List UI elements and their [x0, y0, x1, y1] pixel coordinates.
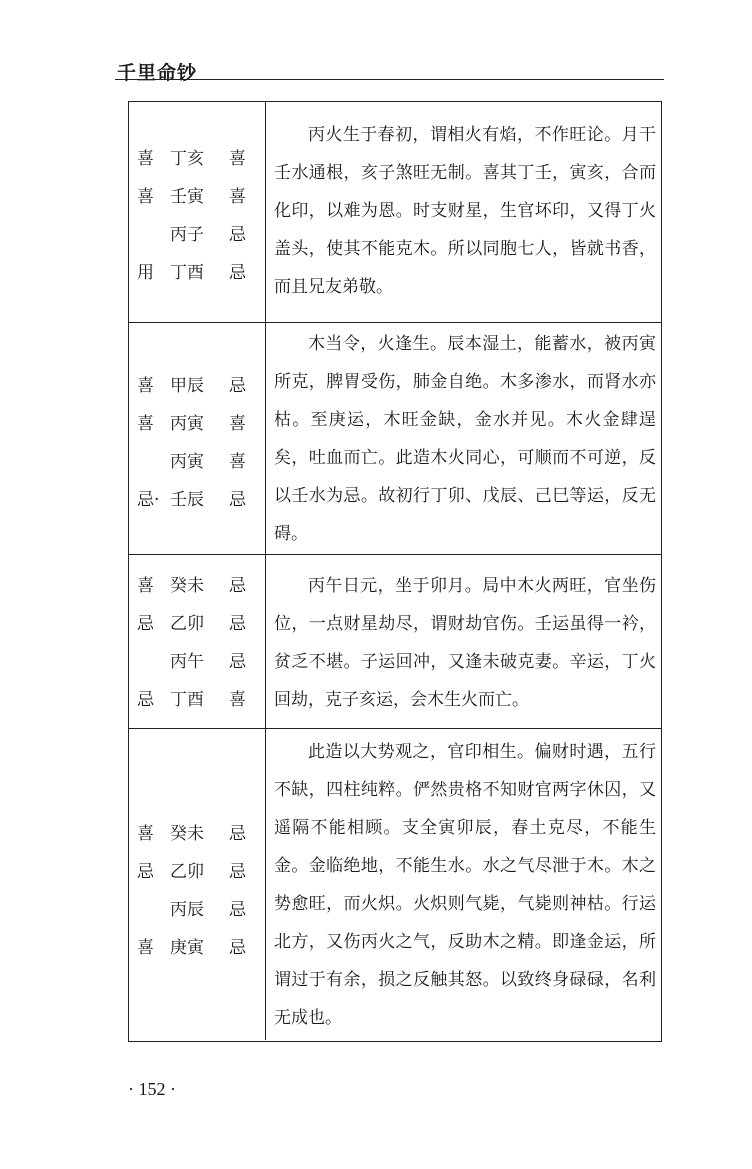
pillar-stem-branch: 庚寅: [170, 938, 204, 958]
pillar-row: [129, 681, 266, 719]
pillar-mark-right: 忌: [229, 490, 246, 510]
pillar-mark-left: 喜: [137, 824, 154, 844]
pillar-row: [129, 929, 266, 967]
pillars-column: [129, 102, 266, 322]
pillar-mark-right: 喜: [229, 414, 246, 434]
commentary-text: 此造以大势观之，官印相生。偏财时遇，五行不缺，四柱纯粹。俨然贵格不知财官两字休囚，又遥隔不能相顾。支全寅卯辰，春土克尽，不能生金。金临绝地，不能生水。水之气尽泄于木。木之势愈旺，而火炽。火炽则气毙，气毙则神枯。行运北方，又伤丙火之气，反助木之精。即逢金运，所谓过于有余，损之反触其怒。以致终身碌碌，名利无成也。: [274, 742, 656, 1028]
pillar-stem-branch: 丁酉: [170, 263, 204, 283]
pillar-mark-right: 忌: [229, 263, 246, 283]
pillar-stem-branch: 丙寅: [170, 414, 204, 434]
pillar-stem-branch: 丙寅: [170, 452, 204, 472]
pillar-mark-right: 喜: [229, 690, 246, 710]
pillar-mark-left: 喜: [137, 149, 154, 169]
pillar-mark-right: 忌: [229, 862, 246, 882]
pillar-mark-left: 忌: [137, 862, 154, 882]
pillar-mark-left: 喜: [137, 576, 154, 596]
pillars-column: [129, 555, 266, 728]
pillar-row: [129, 481, 266, 519]
chart-entry-3: [129, 554, 661, 728]
running-header-title: 千里命钞: [117, 62, 198, 84]
pillar-row: [129, 443, 266, 481]
pillar-mark-left: 忌: [137, 614, 154, 634]
pillar-stem-branch: 丁亥: [170, 149, 204, 169]
chart-table: [128, 101, 662, 1042]
pillar-row: [129, 853, 266, 891]
pillars-column: [129, 323, 266, 554]
commentary-text: 丙火生于春初，谓相火有焰，不作旺论。月干壬水通根，亥子煞旺无制。喜其丁壬，寅亥，合而化印，以难为恩。时支财星，生官坏印，又得丁火盖头，使其不能克木。所以同胞七人，皆就书香，而且兄友弟敬。: [274, 125, 656, 297]
pillar-stem-branch: 丙子: [170, 225, 204, 245]
pillar-row: [129, 140, 266, 178]
pillar-row: [129, 643, 266, 681]
pillar-mark-left: 用: [137, 263, 154, 283]
pillar-mark-right: 忌: [229, 652, 246, 672]
pillar-stem-branch: 丙午: [170, 652, 204, 672]
chart-entry-2: [129, 322, 661, 554]
pillar-row: [129, 815, 266, 853]
pillar-row: [129, 605, 266, 643]
pillar-row: [129, 405, 266, 443]
pillar-row: [129, 254, 266, 292]
pillar-row: [129, 178, 266, 216]
chart-entry-1: [129, 102, 661, 322]
pillar-mark-right: 喜: [229, 452, 246, 472]
pillar-mark-left: 喜: [137, 414, 154, 434]
pillar-mark-right: 忌: [229, 900, 246, 920]
pillar-stem-branch: 丁酉: [170, 690, 204, 710]
pillar-mark-right: 忌: [229, 824, 246, 844]
pillar-row: [129, 567, 266, 605]
pillar-mark-left: 喜: [137, 376, 154, 396]
pillar-stem-branch: 癸未: [170, 576, 204, 596]
pillar-mark-right: 忌: [229, 225, 246, 245]
pillar-mark-right: 忌: [229, 938, 246, 958]
pillar-mark-right: 喜: [229, 149, 246, 169]
pillar-row: [129, 367, 266, 405]
pillar-mark-right: 忌: [229, 376, 246, 396]
pillar-stem-branch: 丙辰: [170, 900, 204, 920]
chart-entry-4: [129, 728, 661, 1040]
page-number: · 152 ·: [128, 1079, 176, 1099]
pillar-row: [129, 891, 266, 929]
pillar-mark-left: 喜: [137, 938, 154, 958]
pillar-row: [129, 216, 266, 254]
pillar-stem-branch: 甲辰: [170, 376, 204, 396]
pillar-mark-left: 忌·: [137, 490, 160, 510]
pillar-mark-right: 喜: [229, 187, 246, 207]
pillar-stem-branch: 乙卯: [170, 614, 204, 634]
pillar-stem-branch: 癸未: [170, 824, 204, 844]
pillar-mark-left: 忌: [137, 690, 154, 710]
pillar-mark-right: 忌: [229, 576, 246, 596]
header-rule: [115, 79, 664, 80]
pillar-mark-right: 忌: [229, 614, 246, 634]
commentary-text: 木当令，火逢生。辰本湿土，能蓄水，被丙寅所克，脾胃受伤，肺金自绝。木多渗水，而肾水亦枯。至庚运，木旺金缺，金水并见。木火金肆逞矣，吐血而亡。此造木火同心，可顺而不可逆，反以壬水为忌。故初行丁卯、戊辰、己巳等运，反无碍。: [274, 334, 656, 544]
pillars-column: [129, 729, 266, 1040]
commentary-text: 丙午日元，坐于卯月。局中木火两旺，官坐伤位，一点财星劫尽，谓财劫官伤。壬运虽得一衿，贫乏不堪。子运回冲，又逢未破克妻。辛运，丁火回劫，克子亥运，会木生火而亡。: [274, 576, 656, 710]
pillar-stem-branch: 壬寅: [170, 187, 204, 207]
pillar-mark-left: 喜: [137, 187, 154, 207]
pillar-stem-branch: 乙卯: [170, 862, 204, 882]
pillar-stem-branch: 壬辰: [170, 490, 204, 510]
